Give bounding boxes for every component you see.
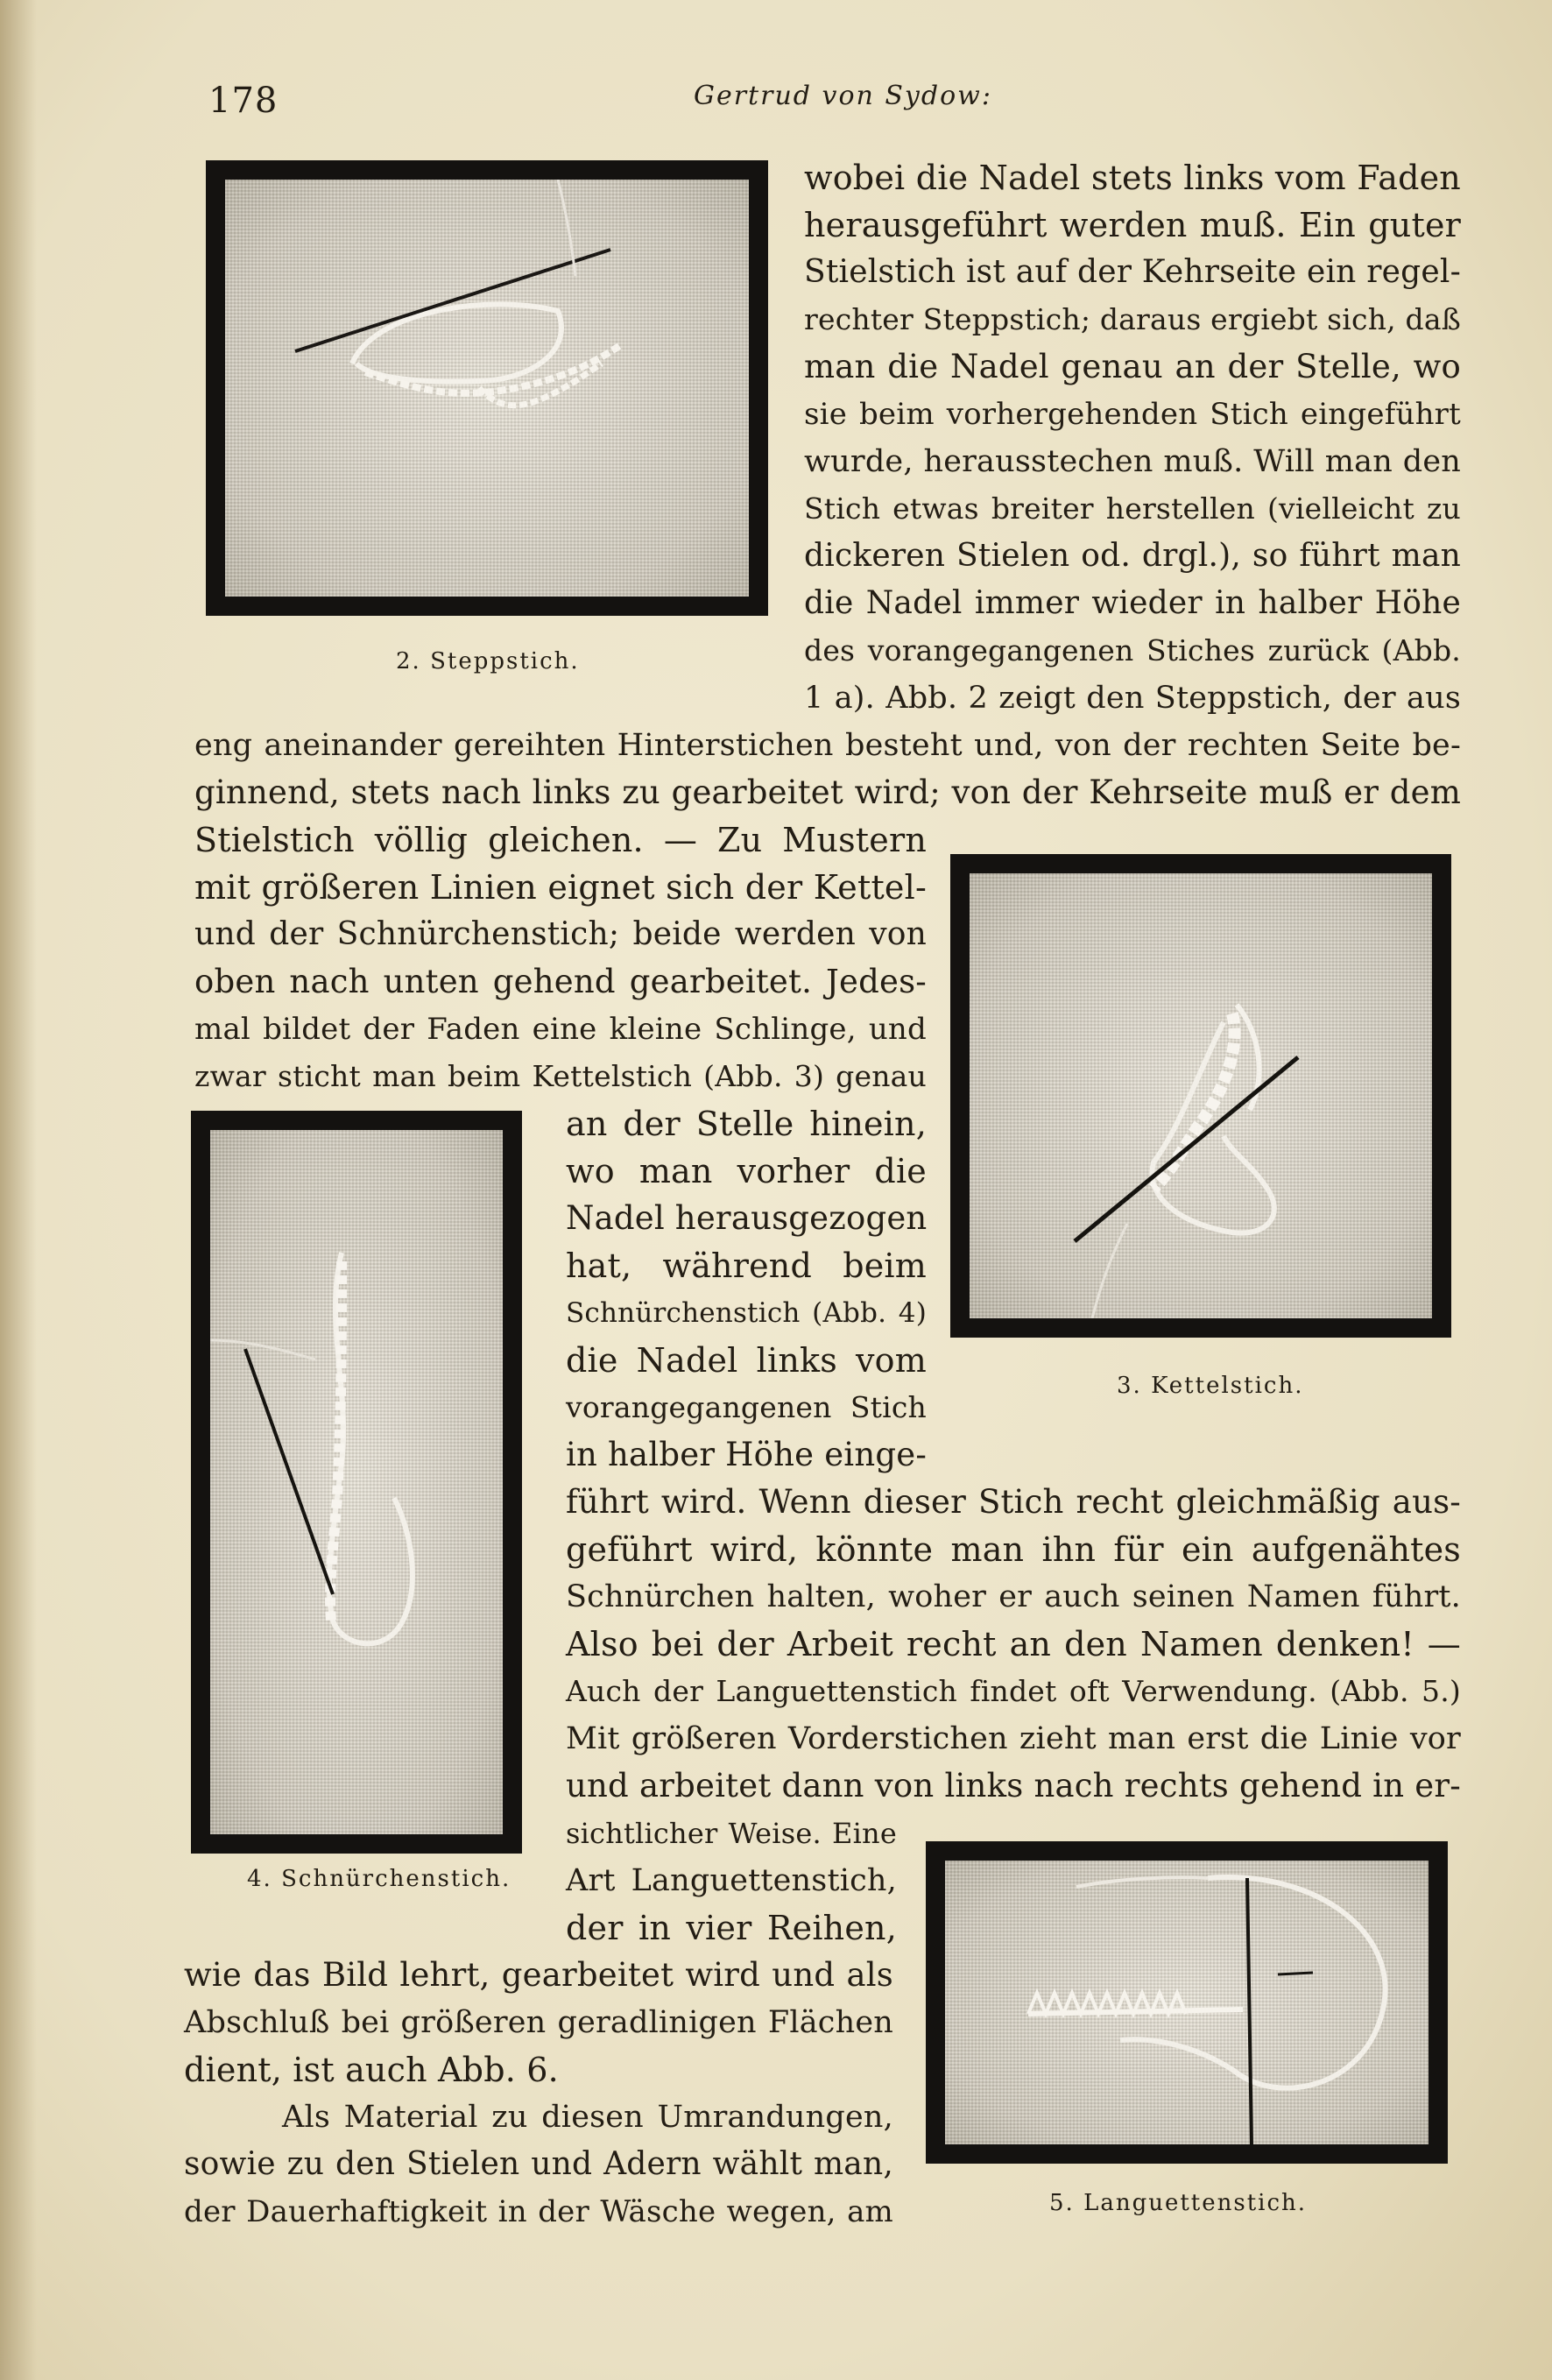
text-line: sichtlicher Weise. Eine (566, 1817, 897, 1850)
text-line: wurde, herausstechen muß. Will man den (804, 444, 1461, 479)
text-line: Stich etwas breiter herstellen (vielleicht zu (804, 491, 1461, 526)
text-line: Auch der Languettenstich findet oft Verwendung. (Abb. 5.) (566, 1674, 1461, 1708)
text-line: wie das Bild lehrt, gearbeitet wird und als (184, 1956, 893, 1994)
text-line: Stielstich völlig gleichen. — Zu Mustern (194, 821, 927, 859)
text-line: wobei die Nadel stets links vom Faden (804, 159, 1461, 197)
text-line: sie beim vorhergehenden Stich eingeführt (804, 397, 1461, 432)
text-line: dient, ist auch Abb. 6. (184, 2051, 559, 2089)
figure-caption: 5. Languettenstich. (1049, 2190, 1308, 2216)
text-line: der in vier Reihen, (566, 1909, 897, 1947)
text-line: Mit größeren Vorderstichen zieht man erst die Linie vor (566, 1721, 1461, 1756)
text-line: hat, während beim (566, 1246, 927, 1285)
text-line: Als Material zu diesen Umrandungen, (282, 2100, 893, 2135)
text-line: der Dauerhaftigkeit in der Wäsche wegen, am (184, 2194, 893, 2229)
text-line: wo man vorher die (566, 1152, 927, 1190)
text-line: Art Languettenstich, (566, 1863, 897, 1898)
text-line: oben nach unten gehend gearbeitet. Jedes- (194, 963, 927, 1000)
text-line: an der Stelle hinein, (566, 1105, 927, 1143)
text-line: herausgeführt werden muß. Ein guter (804, 206, 1461, 244)
text-line: eng aneinander gereihten Hinterstichen besteht und, von der rechten Seite be- (194, 728, 1461, 763)
page-spine-shadow (0, 0, 37, 2380)
text-line: Stielstich ist auf der Kehrseite ein regel- (804, 254, 1461, 290)
text-line: ginnend, stets nach links zu gearbeitet wird; von der Kehrseite muß er dem (194, 773, 1461, 811)
text-line: sowie zu den Stielen und Adern wählt man, (184, 2146, 893, 2182)
figure-steppstich (206, 160, 768, 616)
page-number: 178 (208, 81, 279, 121)
text-line: Nadel herausgezogen (566, 1199, 928, 1237)
figure-caption: 2. Steppstich. (396, 648, 580, 674)
text-line: zwar sticht man beim Kettelstich (Abb. 3) genau (194, 1059, 927, 1093)
kettelstich-illustration (970, 873, 1432, 1318)
text-line: in halber Höhe einge- (566, 1436, 928, 1473)
running-head: Gertrud von Sydow: (694, 81, 992, 111)
figure-caption: 3. Kettelstich. (1117, 1373, 1304, 1399)
text-line: die Nadel immer wieder in halber Höhe (804, 585, 1461, 621)
steppstich-illustration (225, 180, 749, 597)
figure-kettelstich (950, 854, 1451, 1338)
text-line: und der Schnürchenstich; beide werden von (194, 916, 927, 952)
schnuerchenstich-illustration (210, 1130, 503, 1834)
text-line: und arbeitet dann von links nach rechts gehend in er- (566, 1767, 1461, 1804)
text-line: geführt wird, könnte man ihn für ein aufgenähtes (566, 1530, 1461, 1569)
text-line: rechter Steppstich; daraus ergiebt sich, daß (804, 302, 1461, 336)
text-line: mal bildet der Faden eine kleine Schlinge, und (194, 1012, 927, 1047)
text-line: Schnürchenstich (Abb. 4) (566, 1297, 927, 1329)
text-line: 1 a). Abb. 2 zeigt den Steppstich, der aus (804, 681, 1461, 716)
figure-languettenstich (926, 1841, 1448, 2164)
text-line: vorangegangenen Stich (566, 1390, 927, 1424)
text-line: mit größeren Linien eignet sich der Kettel- (194, 868, 927, 907)
text-line: Abschluß bei größeren geradlinigen Flächen (184, 2005, 893, 2040)
text-line: dickeren Stielen od. drgl.), so führt man (804, 538, 1461, 574)
figure-caption: 4. Schnürchenstich. (247, 1866, 511, 1892)
text-line: führt wird. Wenn dieser Stich recht gleichmäßig aus- (566, 1483, 1461, 1521)
text-line: des vorangegangenen Stiches zurück (Abb. (804, 633, 1461, 667)
figure-schnuerchenstich (191, 1111, 522, 1854)
text-line: Also bei der Arbeit recht an den Namen denken! — (566, 1625, 1461, 1663)
text-line: Schnürchen halten, woher er auch seinen Namen führt. (566, 1579, 1461, 1614)
languettenstich-illustration (945, 1861, 1429, 2144)
text-line: die Nadel links vom (566, 1341, 927, 1380)
text-line: man die Nadel genau an der Stelle, wo (804, 348, 1461, 385)
